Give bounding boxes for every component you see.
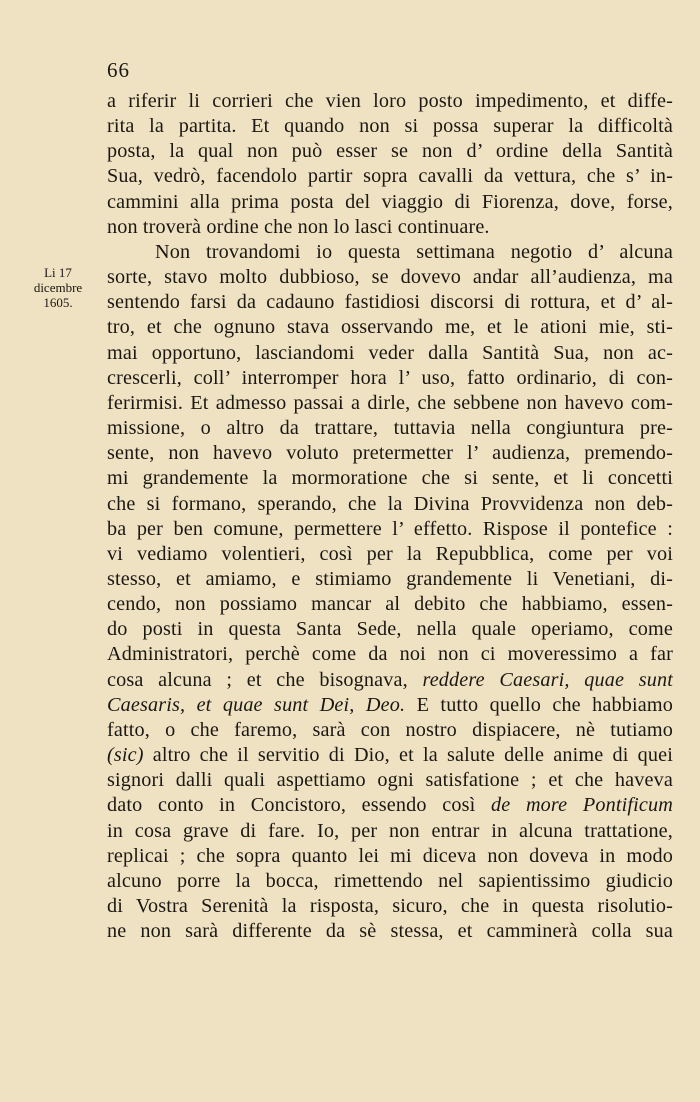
text-line: missione, o altro da trattare, tuttavia nella congiuntura pre- <box>107 417 673 440</box>
margin-note-month: dicembre <box>33 280 83 295</box>
text-line: cendo, non possiamo mancar al debito che habbiamo, essen- <box>107 593 673 616</box>
text-line: di Vostra Serenità la risposta, sicuro, che in questa risolutio- <box>107 895 673 917</box>
text-line: ba per ben comune, permettere l’ effetto. Rispose il pontefice : <box>107 517 673 540</box>
text-line: vi vediamo volentieri, così per la Repubblica, come per voi <box>107 542 673 565</box>
margin-note-day: Li 17 <box>44 265 72 280</box>
text-segment: E tutto quello che habbiamo <box>416 693 673 716</box>
latin-quote: de more Pontificum <box>490 794 673 817</box>
text-line: in cosa grave di fare. Io, per non entrar in alcuna trattatione, <box>107 819 673 842</box>
latin-quote: Caesaris, et quae sunt Dei, Deo. <box>107 693 406 716</box>
text-line: replicai ; che sopra quanto lei mi diceva non doveva in modo <box>107 844 673 867</box>
text-line: a riferir li corrieri che vien loro posto impedimento, et diffe- <box>107 90 673 112</box>
text-line: rita la partita. Et quando non si possa superar la difficoltà <box>107 115 673 138</box>
text-line: Sua, vedrò, facendolo partir sopra cavalli da vettura, che s’ in- <box>107 165 673 188</box>
text-line: crescerli, coll’ interromper hora l’ uso, fatto ordinario, di con- <box>107 366 673 389</box>
text-line: tro, et che ognuno stava osservando me, et le ationi mie, sti- <box>107 316 673 339</box>
text-line: Administratori, perchè come da noi non ci moveressimo a far <box>107 643 673 666</box>
text-line: mi grandemente la mormoratione che si sente, et li concetti <box>107 467 673 490</box>
text-line: che si formano, sperando, che la Divina Provvidenza non deb- <box>107 492 673 515</box>
margin-date-note <box>22 265 94 310</box>
body-text <box>107 89 673 944</box>
text-line: signori dalli quali aspettiamo ogni satisfatione ; et che haveva <box>107 769 673 792</box>
text-line: cammini alla prima posta del viaggio di Fiorenza, dove, forse, <box>107 190 673 213</box>
text-line: alcuno porre la bocca, rimettendo nel sapientissimo giudicio <box>107 869 673 892</box>
text-line-with-latin <box>107 793 673 818</box>
text-line: do posti in questa Santa Sede, nella quale operiamo, come <box>107 618 673 641</box>
text-line-with-sic <box>107 743 673 768</box>
text-line: ne non sarà differente da sè stessa, et camminerà colla sua <box>107 920 673 943</box>
text-line: mai opportuno, lasciandomi veder dalla Santità Sua, non ac- <box>107 341 673 364</box>
paragraph-start-line: Non trovandomi io questa settimana negotio d’ alcuna <box>155 240 673 263</box>
text-line: ferirmisi. Et admesso passai a dirle, che sebbene non havevo com- <box>107 391 673 414</box>
text-line: non troverà ordine che non lo lasci continuare. <box>107 215 490 238</box>
text-line-with-latin <box>107 668 673 693</box>
text-line: fatto, o che faremo, sarà con nostro dispiacere, nè tutiamo <box>107 718 673 741</box>
latin-quote: reddere Caesari, quae sunt <box>422 668 673 691</box>
text-segment: altro che il servitio di Dio, et la salute delle anime di quei <box>152 744 673 767</box>
margin-note-year: 1605. <box>43 295 73 310</box>
text-line: sente, non havevo voluto pretermetter l’ audienza, premendo- <box>107 442 673 465</box>
text-segment: dato conto in Concistoro, essendo così <box>107 794 476 817</box>
text-line-with-latin <box>107 693 673 718</box>
text-segment: cosa alcuna ; et che bisognava, <box>107 668 408 691</box>
text-line: sentendo farsi da cadauno fastidiosi discorsi di rottura, et d’ al- <box>107 291 673 314</box>
text-line: posta, la qual non può esser se non d’ ordine della Santità <box>107 140 673 163</box>
text-line: sorte, stavo molto dubbioso, se dovevo andar all’audienza, ma <box>107 266 673 289</box>
sic-note: (sic) <box>107 744 144 767</box>
text-line: stesso, et amiamo, e stimiamo grandemente li Venetiani, di- <box>107 567 673 590</box>
page-number: 66 <box>107 58 130 82</box>
